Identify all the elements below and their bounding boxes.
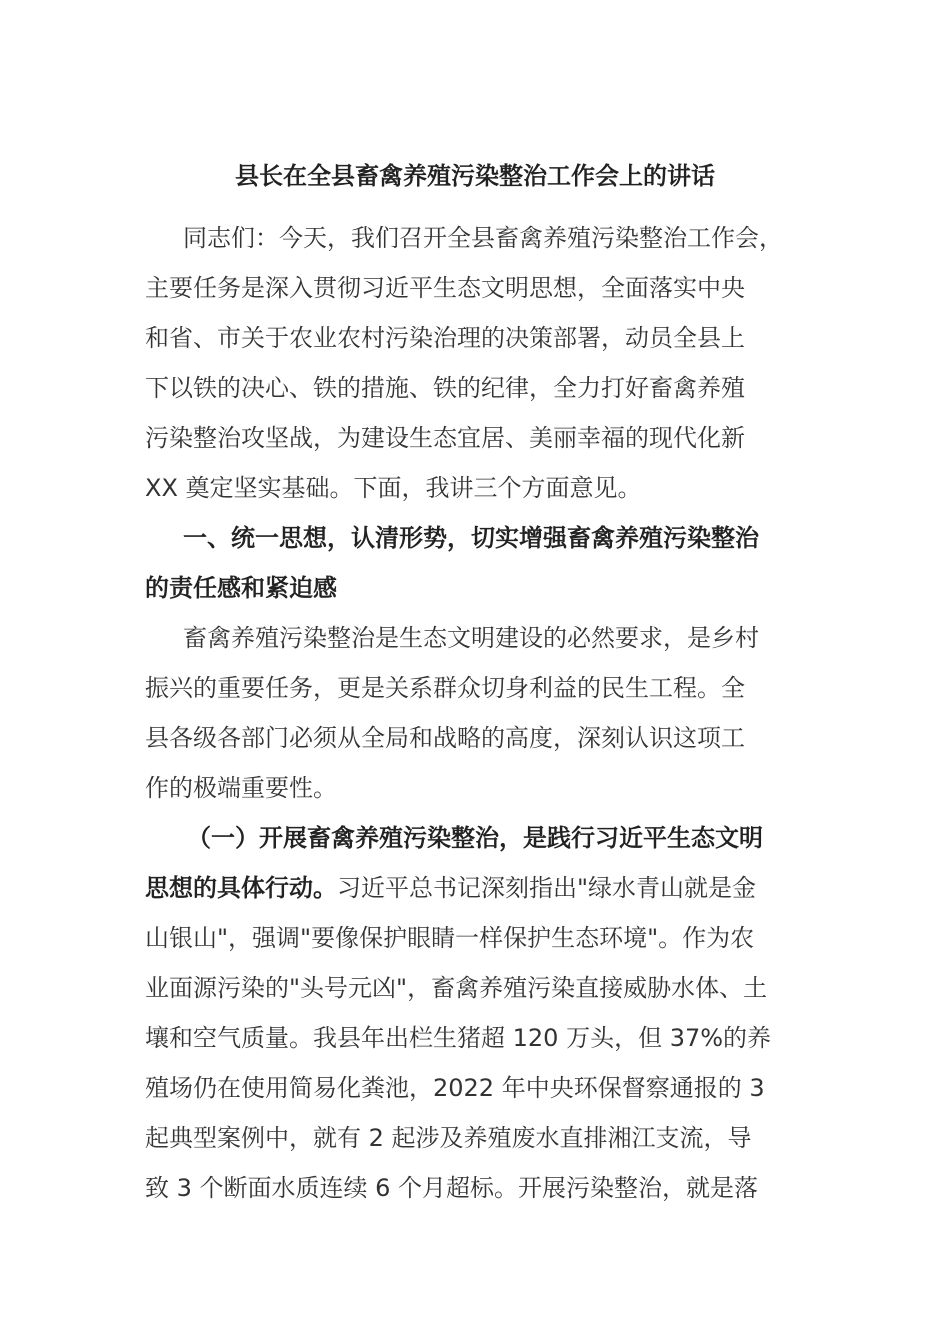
paragraph-line: 同志们：今天，我们召开全县畜禽养殖污染整治工作会， bbox=[183, 224, 783, 252]
document-title: 县长在全县畜禽养殖污染整治工作会上的讲话 bbox=[235, 162, 715, 190]
paragraph-line: 起典型案例中，就有 2 起涉及养殖废水直排湘江支流，导 bbox=[145, 1124, 752, 1152]
subsection-heading-end: 思想的具体行动。 bbox=[145, 874, 337, 902]
paragraph-line: XX 奠定坚实基础。下面，我讲三个方面意见。 bbox=[145, 474, 642, 502]
subsection-heading-line: （一）开展畜禽养殖污染整治，是践行习近平生态文明 bbox=[187, 824, 763, 852]
paragraph-line: 殖场仍在使用简易化粪池，2022 年中央环保督察通报的 3 bbox=[145, 1074, 765, 1102]
section-heading-line: 一、统一思想，认清形势，切实增强畜禽养殖污染整治 bbox=[183, 524, 759, 552]
paragraph-line: 县各级各部门必须从全局和战略的高度，深刻认识这项工 bbox=[145, 724, 745, 752]
paragraph-line: 畜禽养殖污染整治是生态文明建设的必然要求，是乡村 bbox=[183, 624, 759, 652]
paragraph-line: 振兴的重要任务，更是关系群众切身利益的民生工程。全 bbox=[145, 674, 745, 702]
paragraph-line: 山银山"，强调"要像保护眼睛一样保护生态环境"。作为农 bbox=[145, 924, 755, 952]
mixed-line bbox=[145, 863, 820, 913]
paragraph-text: 习近平总书记深刻指出"绿水青山就是金 bbox=[337, 874, 757, 902]
section-heading-line: 的责任感和紧迫感 bbox=[145, 574, 337, 602]
paragraph-line: 业面源污染的"头号元凶"，畜禽养殖污染直接威胁水体、土 bbox=[145, 974, 768, 1002]
paragraph-line: 作的极端重要性。 bbox=[145, 774, 337, 802]
paragraph-line: 污染整治攻坚战，为建设生态宜居、美丽幸福的现代化新 bbox=[145, 424, 745, 452]
paragraph-line: 和省、市关于农业农村污染治理的决策部署，动员全县上 bbox=[145, 324, 745, 352]
document-body bbox=[145, 213, 820, 1213]
paragraph-line: 下以铁的决心、铁的措施、铁的纪律，全力打好畜禽养殖 bbox=[145, 374, 745, 402]
paragraph-line: 致 3 个断面水质连续 6 个月超标。开展污染整治，就是落 bbox=[145, 1174, 759, 1202]
paragraph-line: 壤和空气质量。我县年出栏生猪超 120 万头，但 37%的养 bbox=[145, 1024, 772, 1052]
paragraph-line: 主要任务是深入贯彻习近平生态文明思想，全面落实中央 bbox=[145, 274, 745, 302]
